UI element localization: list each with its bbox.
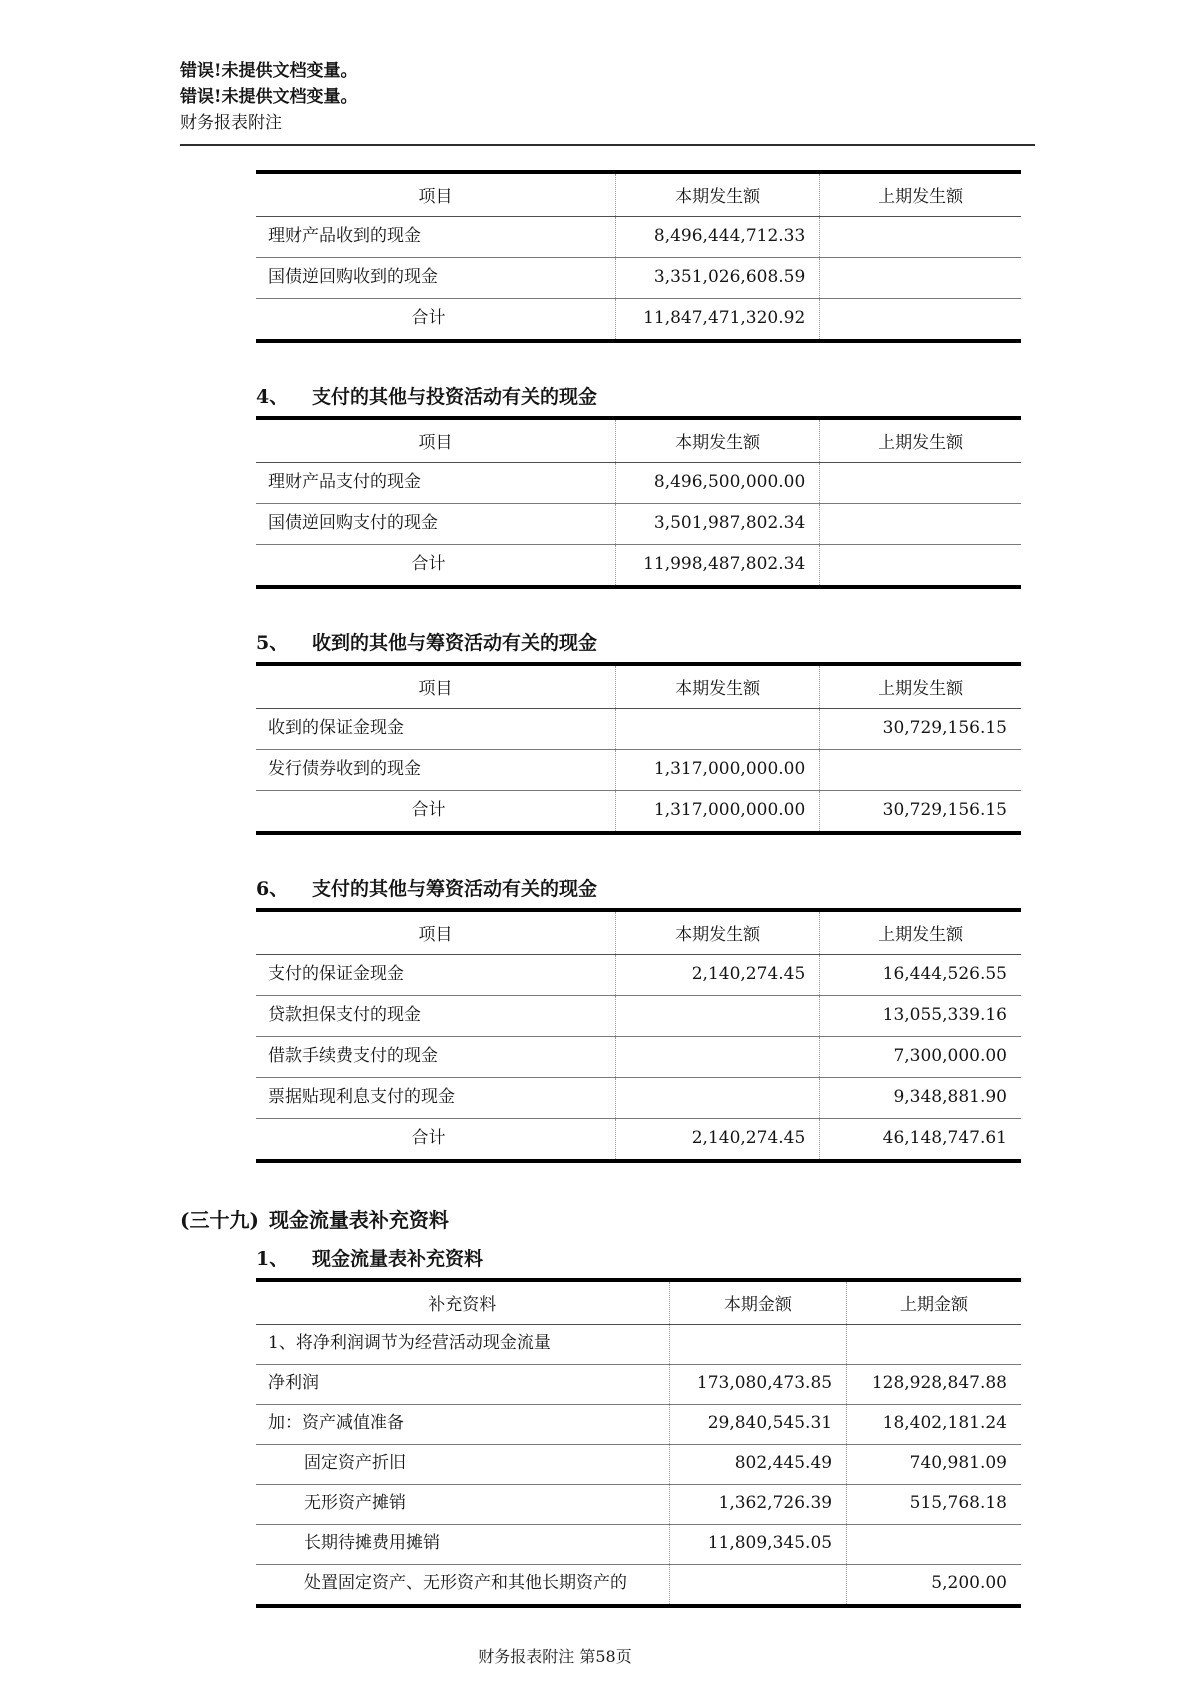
current-amount-cell: 3,351,026,608.59	[616, 258, 820, 299]
column-header: 本期发生额	[616, 418, 820, 463]
row-label-cell: 合计	[411, 554, 446, 574]
current-amount-cell: 802,445.49	[669, 1445, 846, 1485]
current-amount-cell: 8,496,444,712.33	[616, 217, 820, 258]
row-label-cell: 加：资产减值准备	[256, 1405, 669, 1445]
section-title: 支付的其他与筹资活动有关的现金	[312, 878, 598, 900]
section-number: 5、	[256, 632, 289, 654]
prior-amount-cell: 5,200.00	[847, 1565, 1021, 1607]
prior-amount-cell: 30,729,156.15	[820, 709, 1021, 750]
column-header: 本期金额	[669, 1280, 846, 1325]
prior-amount-cell: 13,055,339.16	[820, 996, 1021, 1037]
prior-amount-cell: 7,300,000.00	[820, 1037, 1021, 1078]
current-amount-cell: 11,809,345.05	[669, 1525, 846, 1565]
table-header-row	[256, 418, 1021, 463]
table-row	[256, 463, 1021, 504]
prior-amount-cell	[820, 750, 1021, 791]
table-row	[256, 791, 1021, 834]
content-column	[256, 170, 1021, 1163]
header-error-line-1: 错误!未提供文档变量。	[180, 61, 358, 81]
current-amount-cell: 11,998,487,802.34	[616, 545, 820, 588]
current-amount-cell	[669, 1565, 846, 1607]
row-label-cell: 合计	[411, 800, 446, 820]
column-header: 补充资料	[256, 1280, 669, 1325]
table-row	[256, 1405, 1021, 1445]
current-amount-cell	[616, 709, 820, 750]
table-row	[256, 1078, 1021, 1119]
table-row	[256, 1565, 1021, 1607]
prior-amount-cell: 9,348,881.90	[820, 1078, 1021, 1119]
row-label-cell: 1、将净利润调节为经营活动现金流量	[256, 1325, 669, 1365]
prior-amount-cell: 740,981.09	[847, 1445, 1021, 1485]
prior-amount-cell: 515,768.18	[847, 1485, 1021, 1525]
row-label-cell: 理财产品支付的现金	[256, 463, 616, 504]
section-title: 现金流量表补充资料	[268, 1208, 449, 1232]
section-number: 6、	[256, 878, 289, 900]
table-other-investing-cash-received	[256, 170, 1021, 343]
current-amount-cell	[616, 1078, 820, 1119]
section-number: (三十九)	[180, 1208, 259, 1232]
row-label-cell: 理财产品收到的现金	[256, 217, 616, 258]
row-label-cell: 长期待摊费用摊销	[256, 1525, 669, 1565]
current-amount-cell	[616, 1037, 820, 1078]
prior-amount-cell	[847, 1325, 1021, 1365]
column-header: 上期发生额	[820, 172, 1021, 217]
row-label-cell: 贷款担保支付的现金	[256, 996, 616, 1037]
table-row	[256, 1037, 1021, 1078]
row-label-cell: 合计	[411, 308, 446, 328]
row-label-cell: 收到的保证金现金	[256, 709, 616, 750]
prior-amount-cell	[820, 299, 1021, 342]
page-footer: 财务报表附注 第58页	[478, 1647, 632, 1666]
table-row	[256, 1485, 1021, 1525]
prior-amount-cell: 128,928,847.88	[847, 1365, 1021, 1405]
table-row	[256, 258, 1021, 299]
row-label-cell: 处置固定资产、无形资产和其他长期资产的	[304, 1573, 627, 1593]
column-header: 上期发生额	[820, 910, 1021, 955]
column-header: 本期发生额	[616, 910, 820, 955]
table-row	[256, 504, 1021, 545]
current-amount-cell	[616, 996, 820, 1037]
prior-amount-cell	[820, 217, 1021, 258]
current-amount-cell: 1,362,726.39	[669, 1485, 846, 1525]
table-row	[256, 299, 1021, 342]
prior-amount-cell: 30,729,156.15	[820, 791, 1021, 834]
row-label-cell: 发行债券收到的现金	[256, 750, 616, 791]
table-row	[256, 1445, 1021, 1485]
current-amount-cell: 3,501,987,802.34	[616, 504, 820, 545]
current-amount-cell: 2,140,274.45	[616, 955, 820, 996]
current-amount-cell	[669, 1325, 846, 1365]
document-header	[180, 58, 1035, 146]
prior-amount-cell	[820, 258, 1021, 299]
prior-amount-cell	[820, 504, 1021, 545]
row-label-cell: 国债逆回购收到的现金	[256, 258, 616, 299]
section-heading-5	[256, 631, 1021, 656]
prior-amount-cell	[820, 463, 1021, 504]
row-label-cell: 固定资产折旧	[256, 1445, 669, 1485]
row-label-cell: 净利润	[256, 1365, 669, 1405]
prior-amount-cell: 18,402,181.24	[847, 1405, 1021, 1445]
current-amount-cell: 1,317,000,000.00	[616, 791, 820, 834]
row-label-cell: 无形资产摊销	[256, 1485, 669, 1525]
section-title: 现金流量表补充资料	[312, 1248, 484, 1270]
row-label-cell: 合计	[411, 1128, 446, 1148]
current-amount-cell: 2,140,274.45	[616, 1119, 820, 1162]
table-header-row	[256, 664, 1021, 709]
row-label-cell: 支付的保证金现金	[256, 955, 616, 996]
table-header-row	[256, 172, 1021, 217]
column-header: 项目	[256, 172, 616, 217]
table-row	[256, 750, 1021, 791]
column-header: 上期发生额	[820, 418, 1021, 463]
table-row	[256, 1365, 1021, 1405]
column-header: 上期发生额	[820, 664, 1021, 709]
current-amount-cell: 29,840,545.31	[669, 1405, 846, 1445]
table-header-row	[256, 910, 1021, 955]
table-row	[256, 1325, 1021, 1365]
table-row	[256, 545, 1021, 588]
table-other-financing-cash-received	[256, 662, 1021, 835]
current-amount-cell: 8,496,500,000.00	[616, 463, 820, 504]
section-heading-4	[256, 385, 1021, 410]
column-header: 项目	[256, 664, 616, 709]
content-column	[256, 1247, 1021, 1608]
current-amount-cell: 11,847,471,320.92	[616, 299, 820, 342]
table-row	[256, 1119, 1021, 1162]
prior-amount-cell	[847, 1525, 1021, 1565]
prior-amount-cell	[820, 545, 1021, 588]
table-header-row	[256, 1280, 1021, 1325]
header-doc-title: 财务报表附注	[180, 113, 282, 133]
table-row	[256, 709, 1021, 750]
column-header: 项目	[256, 910, 616, 955]
table-cash-flow-supplementary	[256, 1278, 1021, 1608]
column-header: 本期发生额	[616, 664, 820, 709]
section-heading-6	[256, 877, 1021, 902]
table-row	[256, 996, 1021, 1037]
prior-amount-cell: 46,148,747.61	[820, 1119, 1021, 1162]
column-header: 项目	[256, 418, 616, 463]
section-heading-39	[180, 1207, 1035, 1233]
row-label-cell: 票据贴现利息支付的现金	[256, 1078, 616, 1119]
header-divider	[180, 144, 1035, 146]
column-header: 上期金额	[847, 1280, 1021, 1325]
section-title: 收到的其他与筹资活动有关的现金	[312, 632, 598, 654]
prior-amount-cell: 16,444,526.55	[820, 955, 1021, 996]
row-label-cell: 国债逆回购支付的现金	[256, 504, 616, 545]
current-amount-cell: 173,080,473.85	[669, 1365, 846, 1405]
column-header: 本期发生额	[616, 172, 820, 217]
section-title: 支付的其他与投资活动有关的现金	[312, 386, 598, 408]
section-number: 1、	[256, 1248, 289, 1270]
table-row	[256, 217, 1021, 258]
table-other-investing-cash-paid	[256, 416, 1021, 589]
section-heading-39-1	[256, 1247, 1021, 1272]
row-label-cell: 借款手续费支付的现金	[256, 1037, 616, 1078]
header-error-line-2: 错误!未提供文档变量。	[180, 87, 358, 107]
section-number: 4、	[256, 386, 289, 408]
table-row	[256, 1525, 1021, 1565]
current-amount-cell: 1,317,000,000.00	[616, 750, 820, 791]
table-other-financing-cash-paid	[256, 908, 1021, 1163]
table-row	[256, 955, 1021, 996]
